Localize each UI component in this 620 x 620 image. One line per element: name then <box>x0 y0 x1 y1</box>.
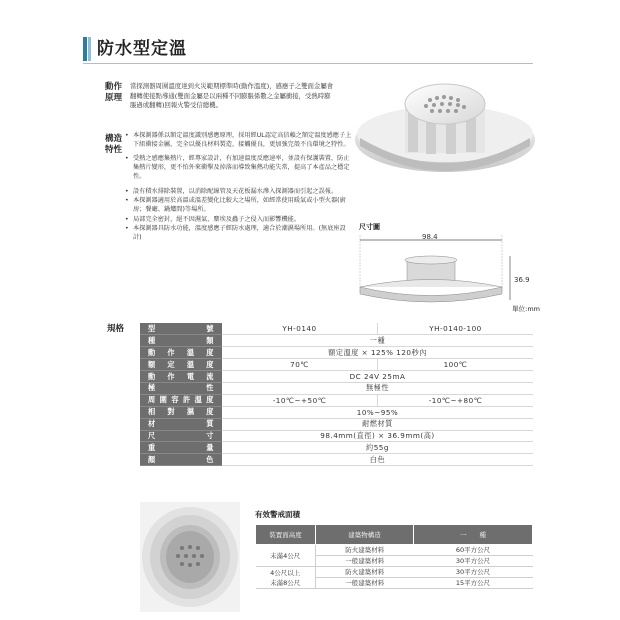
spec-row-label: 型號 <box>140 323 222 335</box>
spec-row <box>140 335 533 347</box>
spec-row <box>140 347 533 359</box>
page-title: 防水型定溫 <box>97 39 187 59</box>
spec-cell: 額定溫度 × 125% 120秒內 <box>222 347 533 359</box>
coverage-height: 4公尺以上 未滿8公尺 <box>256 567 316 589</box>
principle-label-line2: 原理 <box>104 93 122 103</box>
principle-text: 當探測器周圍溫度達到火災範期標準時(動作溫度)，感應子之雙面金屬會翻轉使接點導通(雙面金屬是以兩種不同膨脹係數之金屬衝接，受熱時膨脹過或翻轉)回報火警受信總機。 <box>130 82 334 109</box>
features-label-line2: 特性 <box>104 145 122 155</box>
spec-row-label: 種類 <box>140 335 222 347</box>
spec-cell: 無極性 <box>222 382 533 394</box>
spec-label: 規格 <box>107 324 125 334</box>
spec-cell: 10%~95% <box>222 406 533 418</box>
coverage-header: 建築物構造 <box>316 525 414 545</box>
feature-item: • 設有積水排除裝置，以消除配線管及天花板漏水滲入探測器而引起之誤報。 <box>125 188 353 197</box>
coverage-cell: 防火建築材料 <box>316 545 414 556</box>
coverage-header: 裝置面高度 <box>256 525 316 545</box>
spec-cell: 約55g <box>222 442 533 454</box>
title-accent-shade <box>88 37 91 61</box>
dimension-label: 尺寸圖 <box>359 223 380 231</box>
coverage-height: 未滿4公尺 <box>256 545 316 567</box>
spec-row <box>140 442 533 454</box>
coverage-cell: 60平方公尺 <box>414 545 533 556</box>
feature-item: • 局部完全密封，絕不因濕氣、塵埃及蟲子之侵入而影響機能。 <box>125 216 353 225</box>
spec-cell: 耐燃材質 <box>222 418 533 430</box>
coverage-table <box>255 524 533 589</box>
coverage-cell: 30平方公尺 <box>414 556 533 567</box>
detector-top-view-image <box>140 502 240 612</box>
spec-row-label: 相對濕度 <box>140 406 222 418</box>
spec-row-label: 極性 <box>140 382 222 394</box>
spec-row <box>140 359 533 371</box>
coverage-row <box>256 567 533 578</box>
title-accent-bar <box>83 37 87 61</box>
coverage-header: 一 種 <box>414 525 533 545</box>
spec-cell: 98.4mm(直徑) × 36.9mm(高) <box>222 430 533 442</box>
spec-cell: 70℃ <box>222 359 377 371</box>
coverage-row <box>256 545 533 556</box>
spec-table <box>140 323 533 466</box>
spec-row-label: 顏色 <box>140 454 222 466</box>
spec-cell: -10℃~+50℃ <box>222 394 377 406</box>
spec-row-label: 材質 <box>140 418 222 430</box>
coverage-header-row <box>256 525 533 545</box>
feature-item: • 本探測器適用於高溫或溫差變化比較大之場所，如經常使用暖氣或小型火器(廚房；餐廳、鍋爐間)等場所。 <box>125 197 353 214</box>
features-list <box>125 132 353 244</box>
coverage-cell: 30平方公尺 <box>414 567 533 578</box>
feature-item: • 本探測器係以額定溫度識別感應原理，採用經UL認定高信賴之額定溫度感應子上下組衝接金屬，完全以優良材料製造，接觸優良，更加強完殼不良環境之特性。 <box>125 132 353 149</box>
spec-cell: 一種 <box>222 335 533 347</box>
spec-row <box>140 394 533 406</box>
principle-label-line1: 動作 <box>104 82 122 92</box>
feature-item: • 本探測器具防水功能，溫度感應子經防水處理，適合於潮濕場所用。(無底座設計) <box>125 225 353 242</box>
spec-row <box>140 323 533 335</box>
spec-row <box>140 382 533 394</box>
spec-cell: 白色 <box>222 454 533 466</box>
spec-row-label: 動作溫度 <box>140 347 222 359</box>
coverage-title: 有效警戒面積 <box>255 510 300 519</box>
spec-row-label: 尺寸 <box>140 430 222 442</box>
features-label-line1: 構造 <box>104 134 122 144</box>
spec-row <box>140 454 533 466</box>
spec-row-label: 額定溫度 <box>140 359 222 371</box>
principle-label <box>92 82 122 104</box>
width-dimension: 98.4 <box>422 233 438 241</box>
spec-row-label: 動作電流 <box>140 371 222 383</box>
height-dimension: 36.9 <box>514 276 530 284</box>
coverage-cell: 15平方公尺 <box>414 578 533 589</box>
spec-cell: 100℃ <box>377 359 533 371</box>
feature-item: • 受熱之感應集熱片，經專家設計，有加速溫度反應速率，並設有保護裝置，防止集熱片變形，更不怕外來衝擊及掉落而導致集熱功能失常，提高了本產品之穩定性。 <box>125 155 353 181</box>
features-label <box>92 134 122 156</box>
coverage-cell: 防火建築材料 <box>316 567 414 578</box>
spec-row <box>140 371 533 383</box>
coverage-cell: 一般建築材料 <box>316 556 414 567</box>
coverage-cell: 一般建築材料 <box>316 578 414 589</box>
spec-cell: DC 24V 25mA <box>222 371 533 383</box>
spec-cell: YH-0140 <box>222 323 377 335</box>
spec-row <box>140 430 533 442</box>
spec-row-label: 重量 <box>140 442 222 454</box>
heat-detector-image <box>350 70 540 200</box>
unit-label: 單位:mm <box>512 305 540 313</box>
spec-row <box>140 418 533 430</box>
spec-row-label: 周圍容許溫度 <box>140 394 222 406</box>
spec-cell: YH-0140-100 <box>377 323 533 335</box>
spec-cell: -10℃~+80℃ <box>377 394 533 406</box>
title-divider <box>83 63 533 64</box>
spec-row <box>140 406 533 418</box>
